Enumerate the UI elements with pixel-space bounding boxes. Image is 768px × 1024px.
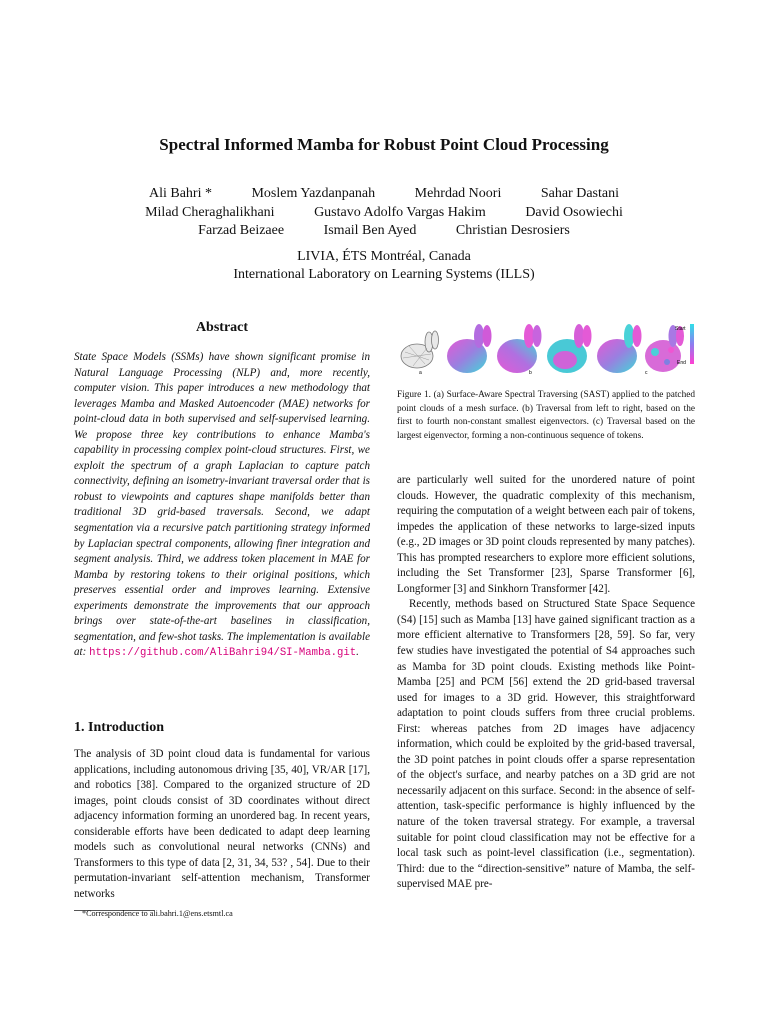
author: Gustavo Adolfo Vargas Hakim	[314, 205, 486, 220]
figure-1-caption: Figure 1. (a) Surface-Aware Spectral Traversing (SAST) applied to the patched point clouds of a mesh surface. (b) Traversal from left to right, based on the first to fourth non-constant smallest eigenvectors. (c) Traversal based on the largest eigenvector, forming a non-continuous sequence of tokens.	[397, 390, 695, 441]
panel-label-c: c	[645, 370, 648, 376]
author: Ali Bahri *	[148, 186, 212, 201]
figure-1	[397, 318, 697, 386]
author: Ismail Ben Ayed	[323, 223, 417, 238]
authors-row-1	[0, 186, 768, 202]
author: David Osowiechi	[525, 205, 623, 220]
section-heading: 1. Introduction	[74, 720, 164, 735]
paragraph: are particularly well suited for the unordered nature of point clouds. However, the quadratic complexity of this mechanism, requiring the computation of a weight between each pair of tokens, impedes the application of these networks to large-sized inputs (e.g., 2D images or 3D point clouds represented by many patches). This has prompted researchers to explore more efficient solutions, including the Set Transformer [23], Sparse Transformer [6], Longformer [3] and Sinkhorn Transformer [42].	[397, 474, 695, 595]
intro-paragraph: The analysis of 3D point cloud data is fundamental for various applications, including autonomous driving [35, 40], VR/AR [17], and robotics [38]. Compared to the organized structure of 2D images, point clouds consist of 3D coordinates without direct adjacency information forming an unordered bag. In recent years, considerable efforts have been dedicated to adapt deep learning models such as convolutional neural networks (CNNs) and Transformers to this type of data [2, 31, 34, 53? , 54]. Due to their permutation-invariant self-attention mechanism, Transformer networks	[74, 748, 370, 900]
panel-label-b: b	[529, 370, 532, 376]
author: Milad Cheraghalikhani	[145, 205, 275, 220]
code-link[interactable]: https://github.com/AliBahri94/SI-Mamba.git	[89, 647, 357, 660]
authors-row-3	[0, 223, 768, 239]
author: Sahar Dastani	[540, 186, 619, 201]
author: Mehrdad Noori	[414, 186, 502, 201]
colorbar	[690, 324, 694, 364]
paper-title: Spectral Informed Mamba for Robust Point Cloud Processing	[159, 135, 609, 154]
colorbar-start-label: Start	[675, 326, 686, 332]
bunny-b4	[597, 324, 642, 373]
abstract-text: State Space Models (SSMs) have shown significant promise in Natural Language Processing (NLP) and, more recently, computer vision. This paper introduces a new methodology that leverages Mamba and Masked Autoencoder (MAE) networks for point-cloud data in both supervised and self-supervised learning. We propose three key contributions to enhance Mamba's capability in processing complex point-cloud structures. First, we exploit the spectrum of a graph Laplacian to capture patch connectivity, defining an isometry-invariant traversal order that is robust to viewpoints and captures shape manifolds better than traditional 3D grid-based traversals. Second, we adapt segmentation via a recursive patch partitioning strategy informed by Laplacian spectral components, allowing finer integration and segment analysis. Third, we address token placement in MAE for Mamba by restoring tokens to their original positions, which preserves essential order and improves learning. Extensive experiments demonstrate the improvements that our approach brings over state-of-the-art baselines in classification, segmentation, and few-shot tasks. The implementation is available at:	[74, 351, 370, 659]
abstract-heading: Abstract	[195, 320, 249, 335]
bunny-b3	[547, 324, 592, 373]
bunny-mesh	[401, 331, 439, 368]
bunny-b1	[447, 324, 492, 373]
figure-1-graphic	[397, 318, 697, 386]
bunny-b2	[497, 324, 542, 373]
panel-label-a: a	[419, 370, 422, 376]
affiliation-1: LIVIA, ÉTS Montréal, Canada	[297, 249, 471, 264]
author: Christian Desrosiers	[455, 223, 570, 238]
affiliation-2: International Laboratory on Learning Systems (ILLS)	[233, 267, 535, 282]
authors-row-2	[0, 205, 768, 221]
author: Moslem Yazdanpanah	[251, 186, 376, 201]
right-column-text	[397, 473, 695, 893]
author: Farzad Beizaee	[198, 223, 285, 238]
colorbar-end-label: End	[677, 360, 686, 366]
paragraph: Recently, methods based on Structured State Space Sequence (S4) [15] such as Mamba [13] have gained significant traction as a more efficient alternative to Transformers [28, 59]. So far, very few studies have investigated the potential of S4 approaches such as Mamba for 3D point clouds. Existing methods like Point-Mamba [25] and PCM [56] extend the 2D grid-based traversal used for images to a 3D grid. However, this straightforward adaptation to point clouds suffers from three crucial problems. First: whereas patches from 2D images have adjacency information, which could be exploited by the grid-based traversal, the 3D point patches in point clouds offer a sparse representation of the object's surface, and nearby patches on a 3D grid are not necessarily adjacent on this surface. Second: in the absence of self-attention, task-specific performance is highly influenced by the nature of the token traversal strategy. For example, a traversal suitable for point cloud classification may not be effective for a local task such as point-level classification (i.e., segmentation). Third: due to the “direction-sensitive” nature of Mamba, the self-supervised MAE pre-	[397, 598, 695, 891]
abstract-body: State Space Models (SSMs) have shown significant promise in Natural Language Processing (NLP) and, more recently, computer vision. This paper introduces a new methodology that leverages Mamba and Masked Autoencoder (MAE) networks for point-cloud data in both supervised and self-supervised learning. We propose three key contributions to enhance Mamba's capability in processing complex point-cloud structures. First, we exploit the spectrum of a graph Laplacian to capture patch connectivity, defining an isometry-invariant traversal order that is robust to viewpoints and captures shape manifolds better than traditional 3D grid-based traversals. Second, we adapt segmentation via a recursive patch partitioning strategy informed by Laplacian spectral components, allowing finer integration and segment analysis. Third, we address token placement in MAE for Mamba by restoring tokens to their original positions, which preserves essential order and improves learning. Extensive experiments demonstrate the improvements that our approach brings over state-of-the-art baselines in classification, segmentation, and few-shot tasks. The implementation is available at: https://github.com/AliBahri94/SI-Mamba.git.	[74, 351, 370, 660]
footnote: *Correspondence to ali.bahri.1@ens.etsmtl.ca	[82, 909, 233, 918]
